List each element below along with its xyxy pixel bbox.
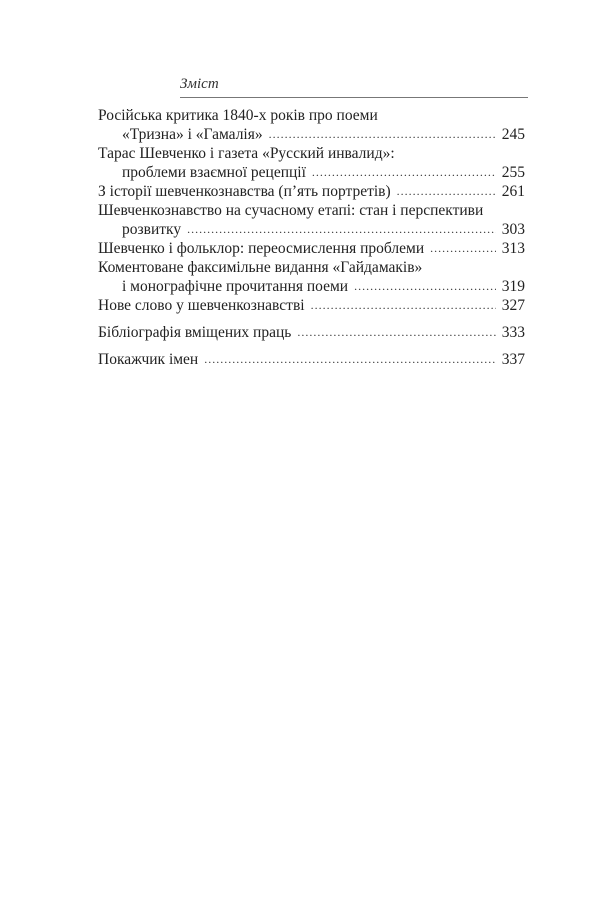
- toc-entry-3[interactable]: [98, 182, 525, 201]
- page-number: 245: [501, 126, 525, 143]
- dot-leader: [187, 220, 496, 239]
- toc-title: Нове слово у шевченкознавстві: [98, 297, 305, 314]
- page-number: 327: [501, 297, 525, 314]
- dot-leader: [204, 350, 496, 369]
- toc-title: Тарас Шевченко і газета «Русский инвалид»:: [98, 145, 395, 162]
- toc-title: Шевченко і фольклор: переосмислення проблеми: [98, 240, 425, 257]
- toc-entry-4-line-1: [98, 201, 525, 220]
- toc-entry-9[interactable]: [98, 350, 525, 369]
- page-number: 303: [501, 221, 525, 238]
- page-number: 319: [501, 278, 525, 295]
- page-number: 261: [501, 183, 525, 200]
- toc-entry-1-line-1: [98, 106, 525, 125]
- toc-entry-8[interactable]: [98, 323, 525, 342]
- toc-title: Коментоване факсимільне видання «Гайдамаків»: [98, 259, 423, 276]
- page-number: 255: [501, 164, 525, 181]
- toc-title: З історії шевченкознавства (п’ять портретів): [98, 183, 391, 200]
- toc-entry-1-line-2[interactable]: [122, 125, 525, 144]
- dot-leader: [269, 125, 496, 144]
- toc-title: «Тризна» і «Гамалія»: [122, 126, 263, 143]
- toc-entry-7[interactable]: [98, 296, 525, 315]
- toc-entry-2-line-1: [98, 144, 525, 163]
- toc-title: Покажчик імен: [98, 351, 199, 368]
- running-header: Зміст: [180, 76, 219, 92]
- toc-entry-4-line-2[interactable]: [122, 220, 525, 239]
- dot-leader: [354, 277, 496, 296]
- dot-leader: [397, 182, 496, 201]
- page-number: 333: [501, 324, 525, 341]
- page-number: 313: [501, 240, 525, 257]
- toc-title: Російська критика 1840-х років про поеми: [98, 107, 378, 124]
- toc-title: Шевченкознавство на сучасному етапі: стан і перспективи: [98, 202, 484, 219]
- dot-leader: [311, 296, 496, 315]
- toc-entry-5[interactable]: [98, 239, 525, 258]
- toc-title: проблеми взаємної рецепції: [122, 164, 306, 181]
- toc-title: Бібліографія вміщених праць: [98, 324, 292, 341]
- dot-leader: [312, 163, 496, 182]
- dot-leader: [430, 239, 496, 258]
- toc-title: розвитку: [122, 221, 182, 238]
- toc-entry-6-line-1: [98, 258, 525, 277]
- dot-leader: [297, 323, 495, 342]
- toc-title: і монографічне прочитання поеми: [122, 278, 349, 295]
- page-number: 337: [501, 351, 525, 368]
- toc-entry-2-line-2[interactable]: [122, 163, 525, 182]
- header-rule: [180, 97, 528, 98]
- toc-entry-6-line-2[interactable]: [122, 277, 525, 296]
